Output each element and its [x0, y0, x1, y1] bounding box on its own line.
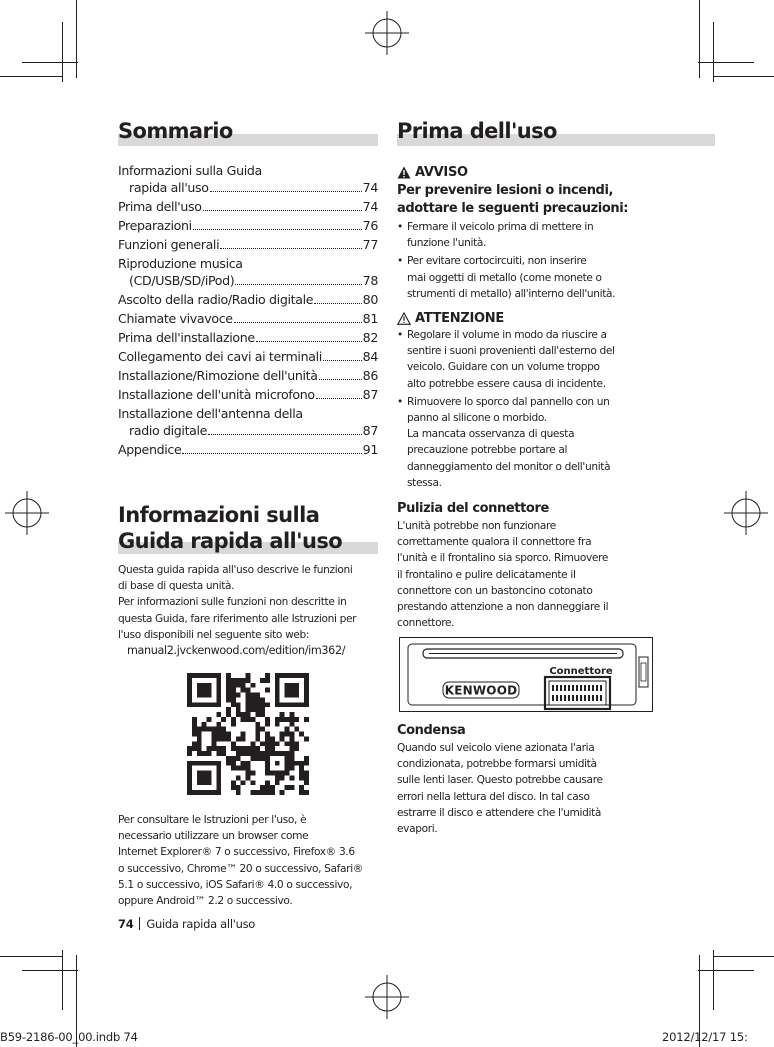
- toc-entry-title: Ascolto della radio/Radio digitale: [118, 292, 314, 307]
- text-line: l'unità e il frontalino sia sporco. Rimuovere: [397, 552, 609, 565]
- crop-mark: [699, 0, 700, 78]
- text-line: sentire i suoni provenienti dall'esterno del: [407, 345, 615, 358]
- toc-leader-dots: [235, 284, 361, 285]
- warning-title-line: Per prevenire lesioni o incendi,: [397, 183, 614, 198]
- crop-mark: [0, 76, 63, 77]
- toc-entry-title: Riproduzione musica: [118, 256, 243, 271]
- toc-leader-dots: [210, 191, 362, 192]
- toc-leader-dots: [234, 322, 362, 323]
- toc-entry-page: 81: [362, 311, 378, 326]
- toc-entry[interactable]: [118, 368, 378, 385]
- crop-mark: [76, 0, 77, 78]
- footer-section: Guida rapida all'uso: [146, 917, 255, 931]
- text-line: necessario utilizzare un browser come: [118, 830, 309, 843]
- text-line: di base di questa unità.: [118, 580, 235, 593]
- text-line: mai oggetti di metallo (come monete o: [407, 271, 602, 284]
- text-line: danneggiamento del monitor o dell'unità: [407, 460, 611, 473]
- toc-entry-title: Appendice: [118, 442, 182, 457]
- print-slug-file: B59-2186-00_00.indb 74: [0, 1030, 138, 1044]
- toc-entry-title: radio digitale: [129, 423, 208, 438]
- toc-leader-dots: [220, 248, 361, 249]
- crop-mark: [713, 22, 714, 82]
- text-line: La mancata osservanza di questa: [407, 428, 575, 441]
- crop-mark: [698, 970, 754, 971]
- contents-heading-text: Sommario: [118, 119, 233, 143]
- toc-entry-page: 78: [362, 273, 378, 288]
- bullet-item: [397, 327, 655, 392]
- text-line: funzione l'unità.: [407, 237, 487, 250]
- page-footer: [118, 917, 255, 931]
- manual-url[interactable]: manual2.jvckenwood.com/edition/im362/: [127, 644, 346, 657]
- toc-entry-title: Funzioni generali: [118, 237, 220, 252]
- warning-label-text: AVVISO: [415, 165, 468, 180]
- toc-entry-page: 76: [362, 218, 378, 233]
- warning-title: [397, 182, 628, 218]
- footer-divider: [139, 917, 140, 930]
- toc-leader-dots: [323, 360, 362, 361]
- text-line: Per informazioni sulle funzioni non descritte in: [118, 596, 347, 609]
- condensation-text: [397, 740, 659, 837]
- toc-entry[interactable]: [118, 311, 378, 328]
- warning-list: [397, 219, 655, 304]
- text-line: il frontalino e pulire delicatamente il: [397, 568, 576, 581]
- registration-mark: [724, 491, 768, 535]
- text-line: Internet Explorer® 7 o successivo, Firefox® 3.6: [118, 846, 355, 859]
- connector-label: Connettore: [549, 666, 613, 677]
- toc-entry-title: Collegamento dei cavi ai terminali: [118, 349, 322, 364]
- crop-mark: [0, 956, 63, 957]
- text-line: evapori.: [397, 823, 438, 836]
- kenwood-logo: KENWOOD: [444, 683, 518, 698]
- caution-label-text: ATTENZIONE: [415, 311, 504, 326]
- toc-entry-page: 74: [362, 180, 378, 195]
- registration-mark: [5, 491, 49, 535]
- crop-mark: [698, 62, 754, 63]
- connector-heading: Pulizia del connettore: [397, 501, 549, 516]
- toc-entry-page: 87: [362, 423, 378, 438]
- text-line: • Regolare il volume in modo da riuscire a: [407, 329, 607, 341]
- toc-entry[interactable]: [118, 330, 378, 347]
- text-line: 5.1 o successivo, iOS Safari® 4.0 o successivo,: [118, 878, 353, 891]
- guide-heading-line1: Informazioni sulla: [118, 503, 320, 527]
- crop-mark: [22, 970, 78, 971]
- text-line: estrarre il disco e attendere che l'umidità: [397, 806, 602, 819]
- toc-entry-page: 80: [362, 292, 378, 307]
- toc-leader-dots: [193, 229, 362, 230]
- toc-entry-page: 77: [362, 237, 378, 252]
- toc-leader-dots: [182, 453, 361, 454]
- toc-entry-title: Chiamate vivavoce: [118, 311, 233, 326]
- browser-requirements-text: [118, 812, 380, 909]
- caution-list: [397, 327, 655, 493]
- crop-mark: [713, 956, 774, 957]
- condensation-heading: Condensa: [397, 723, 466, 738]
- text-line: connettore con un bastoncino cotonato: [397, 584, 593, 597]
- toc-leader-dots: [256, 341, 362, 342]
- toc-entry[interactable]: [118, 292, 378, 309]
- guide-intro-text: [118, 562, 380, 643]
- before-use-heading: [397, 118, 715, 146]
- toc-entry[interactable]: [118, 387, 378, 404]
- toc-leader-dots: [316, 398, 362, 399]
- text-line: connettore.: [397, 617, 455, 630]
- page-number: 74: [118, 917, 134, 931]
- toc-entry-page: 84: [362, 349, 378, 364]
- toc-entry[interactable]: [118, 442, 378, 459]
- crop-mark: [62, 950, 63, 1010]
- toc-entry-page: 86: [362, 368, 378, 383]
- text-line: veicolo. Guidare con un volume troppo: [407, 361, 600, 374]
- toc-entry-title: rapida all'uso: [129, 180, 209, 195]
- before-use-heading-text: Prima dell'uso: [397, 119, 557, 143]
- text-line: questa Guida, fare riferimento alle Istruzioni per: [118, 612, 357, 625]
- bullet-item: [397, 219, 655, 251]
- toc-leader-dots: [319, 379, 362, 380]
- toc-entry-title: Preparazioni: [118, 218, 192, 233]
- toc-leader-dots: [203, 210, 362, 211]
- bullet-item: [397, 394, 655, 491]
- text-line: L'unità potrebbe non funzionare: [397, 520, 556, 532]
- guide-heading: [118, 502, 378, 554]
- crop-mark: [62, 22, 63, 82]
- text-line: • Fermare il veicolo prima di mettere in: [407, 221, 594, 233]
- text-line: strumenti di metallo) all'interno dell'unità.: [407, 287, 616, 300]
- caution-outline-icon: [397, 312, 411, 325]
- toc-entry[interactable]: [118, 406, 378, 440]
- toc-entry-page: 91: [362, 442, 378, 457]
- text-line: • Per evitare cortocircuiti, non inserire: [407, 255, 587, 268]
- registration-mark: [365, 11, 409, 55]
- toc-entry-title: Installazione dell'antenna della: [118, 406, 303, 421]
- text-line: • Rimuovere lo sporco dal pannello con un: [407, 395, 610, 408]
- toc-entry[interactable]: [118, 237, 378, 254]
- text-line: o successivo, Chrome™ 20 o successivo, Safari®: [118, 862, 364, 875]
- toc-entry[interactable]: [118, 349, 378, 366]
- table-of-contents: [118, 163, 378, 461]
- toc-entry-page: 74: [362, 199, 378, 214]
- toc-entry-page: 82: [362, 330, 378, 345]
- text-line: condizionata, potrebbe formarsi umidità: [397, 758, 597, 771]
- connector-figure: [399, 637, 653, 712]
- toc-entry[interactable]: [118, 218, 378, 235]
- text-line: oppure Android™ 2.2 o successivo.: [118, 895, 293, 908]
- text-line: Quando sul veicolo viene azionata l'aria: [397, 742, 595, 754]
- text-line: panno al silicone o morbido.: [407, 412, 547, 425]
- toc-entry[interactable]: [118, 199, 378, 216]
- toc-entry[interactable]: [118, 163, 378, 197]
- toc-entry-title: Installazione/Rimozione dell'unità: [118, 368, 318, 383]
- toc-entry-title: Prima dell'uso: [118, 199, 202, 214]
- crop-mark: [713, 76, 774, 77]
- connector-text: [397, 518, 659, 631]
- bullet-item: [397, 253, 655, 302]
- crop-mark: [713, 950, 714, 1010]
- text-line: stessa.: [407, 476, 442, 489]
- guide-heading-line2: Guida rapida all'uso: [118, 529, 343, 553]
- toc-leader-dots: [314, 303, 362, 304]
- contents-heading: [118, 118, 378, 146]
- warning-label: [397, 165, 468, 180]
- text-line: errori nella lettura del disco. In tal caso: [397, 790, 590, 803]
- text-line: prestando attenzione a non danneggiare il: [397, 601, 609, 614]
- print-slug-date: 2012/12/17 15:: [662, 1030, 748, 1044]
- text-line: Per consultare le Istruzioni per l'uso, è: [118, 814, 307, 826]
- toc-entry[interactable]: [118, 256, 378, 290]
- text-line: alto potrebbe essere causa di incidente.: [407, 377, 606, 390]
- crop-mark: [22, 62, 78, 63]
- warning-title-line: adottare le seguenti precauzioni:: [397, 201, 629, 216]
- text-line: l'uso disponibili nel seguente sito web:: [118, 628, 310, 641]
- registration-mark: [365, 975, 409, 1019]
- text-line: Questa guida rapida all'uso descrive le funzioni: [118, 564, 353, 576]
- text-line: correttamente qualora il connettore fra: [397, 536, 592, 549]
- qr-code[interactable]: [187, 673, 309, 795]
- text-line: sulle lenti laser. Questo potrebbe causare: [397, 774, 603, 787]
- warning-filled-icon: [397, 166, 411, 179]
- toc-entry-title: (CD/USB/SD/iPod): [129, 273, 235, 288]
- toc-entry-page: 87: [362, 387, 378, 402]
- toc-entry-title: Informazioni sulla Guida: [118, 163, 262, 178]
- toc-leader-dots: [208, 434, 362, 435]
- text-line: precauzione potrebbe portare al: [407, 444, 568, 457]
- caution-label: [397, 311, 504, 326]
- toc-entry-title: Installazione dell'unità microfono: [118, 387, 315, 402]
- toc-entry-title: Prima dell'installazione: [118, 330, 255, 345]
